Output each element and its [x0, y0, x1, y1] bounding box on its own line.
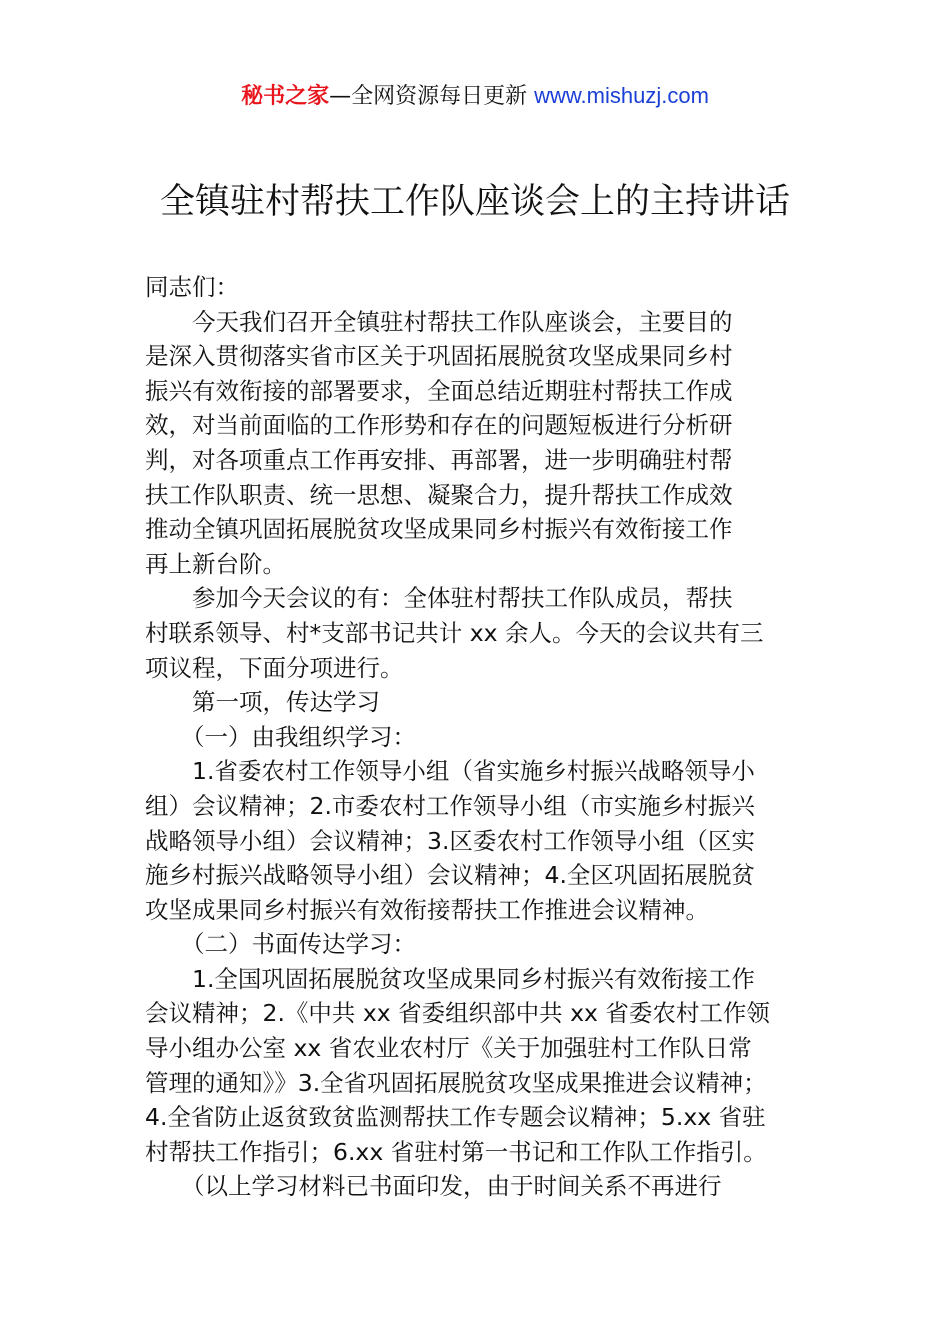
paragraph-line: 判，对各项重点工作再安排、再部署，进一步明确驻村帮 — [145, 445, 733, 474]
paragraph-line: 管理的通知》》3.全省巩固拓展脱贫攻坚成果推进会议精神； — [145, 1068, 767, 1097]
paragraph-line: 1.省委农村工作领导小组（省实施乡村振兴战略领导小 — [192, 757, 755, 786]
paragraph-line: （以上学习材料已书面印发，由于时间关系不再进行 — [181, 1172, 722, 1201]
paragraph-line: 扶工作队职责、统一思想、凝聚合力，提升帮扶工作成效 — [145, 480, 733, 509]
paragraph-line: 施乡村振兴战略领导小组）会议精神；4.全区巩固拓展脱贫 — [145, 861, 755, 890]
paragraph-line: 1.全国巩固拓展脱贫攻坚成果同乡村振兴有效衔接工作 — [192, 964, 755, 993]
paragraph-line: 参加今天会议的有：全体驻村帮扶工作队成员，帮扶 — [192, 584, 733, 613]
site-header — [0, 80, 950, 113]
subsection-heading: （一）由我组织学习： — [181, 722, 416, 751]
paragraph-line: 推动全镇巩固拓展脱贫攻坚成果同乡村振兴有效衔接工作 — [145, 515, 733, 544]
document-title: 全镇驻村帮扶工作队座谈会上的主持讲话 — [159, 182, 790, 222]
paragraph-line: 项议程，下面分项进行。 — [145, 653, 404, 682]
paragraph-line: 组）会议精神；2.市委农村工作领导小组（市实施乡村振兴 — [145, 791, 755, 820]
document-body — [145, 270, 810, 1204]
paragraph-line: 4.全省防止返贫致贫监测帮扶工作专题会议精神；5.xx 省驻 — [145, 1103, 766, 1132]
salutation: 同志们： — [145, 273, 239, 301]
paragraph-line: 振兴有效衔接的部署要求，全面总结近期驻村帮扶工作成 — [145, 376, 733, 405]
paragraph-line: 导小组办公室 xx 省农业农村厅《关于加强驻村工作队日常 — [145, 1034, 752, 1063]
site-brand: 秘书之家 — [241, 84, 330, 109]
paragraph-line: 是深入贯彻落实省市区关于巩固拓展脱贫攻坚成果同乡村 — [145, 342, 733, 371]
paragraph-line: 会议精神；2.《中共 xx 省委组织部中共 xx 省委农村工作领 — [145, 999, 770, 1028]
site-url-link[interactable]: www.mishuzj.com — [534, 83, 709, 108]
paragraph-line: 战略领导小组）会议精神；3.区委农村工作领导小组（区实 — [145, 826, 755, 855]
paragraph-line: 攻坚成果同乡村振兴有效衔接帮扶工作推进会议精神。 — [145, 895, 709, 924]
paragraph-line: 村帮扶工作指引；6.xx 省驻村第一书记和工作队工作指引。 — [145, 1137, 767, 1166]
site-slogan: —全网资源每日更新 — [329, 84, 535, 109]
paragraph-line: 再上新台阶。 — [145, 549, 286, 578]
subsection-heading: （二）书面传达学习： — [181, 930, 416, 959]
section-heading: 第一项，传达学习 — [192, 688, 380, 717]
paragraph-line: 村联系领导、村*支部书记共计 xx 余人。今天的会议共有三 — [145, 618, 764, 647]
paragraph-line: 今天我们召开全镇驻村帮扶工作队座谈会，主要目的 — [192, 307, 733, 336]
paragraph-line: 效，对当前面临的工作形势和存在的问题短板进行分析研 — [145, 411, 733, 440]
